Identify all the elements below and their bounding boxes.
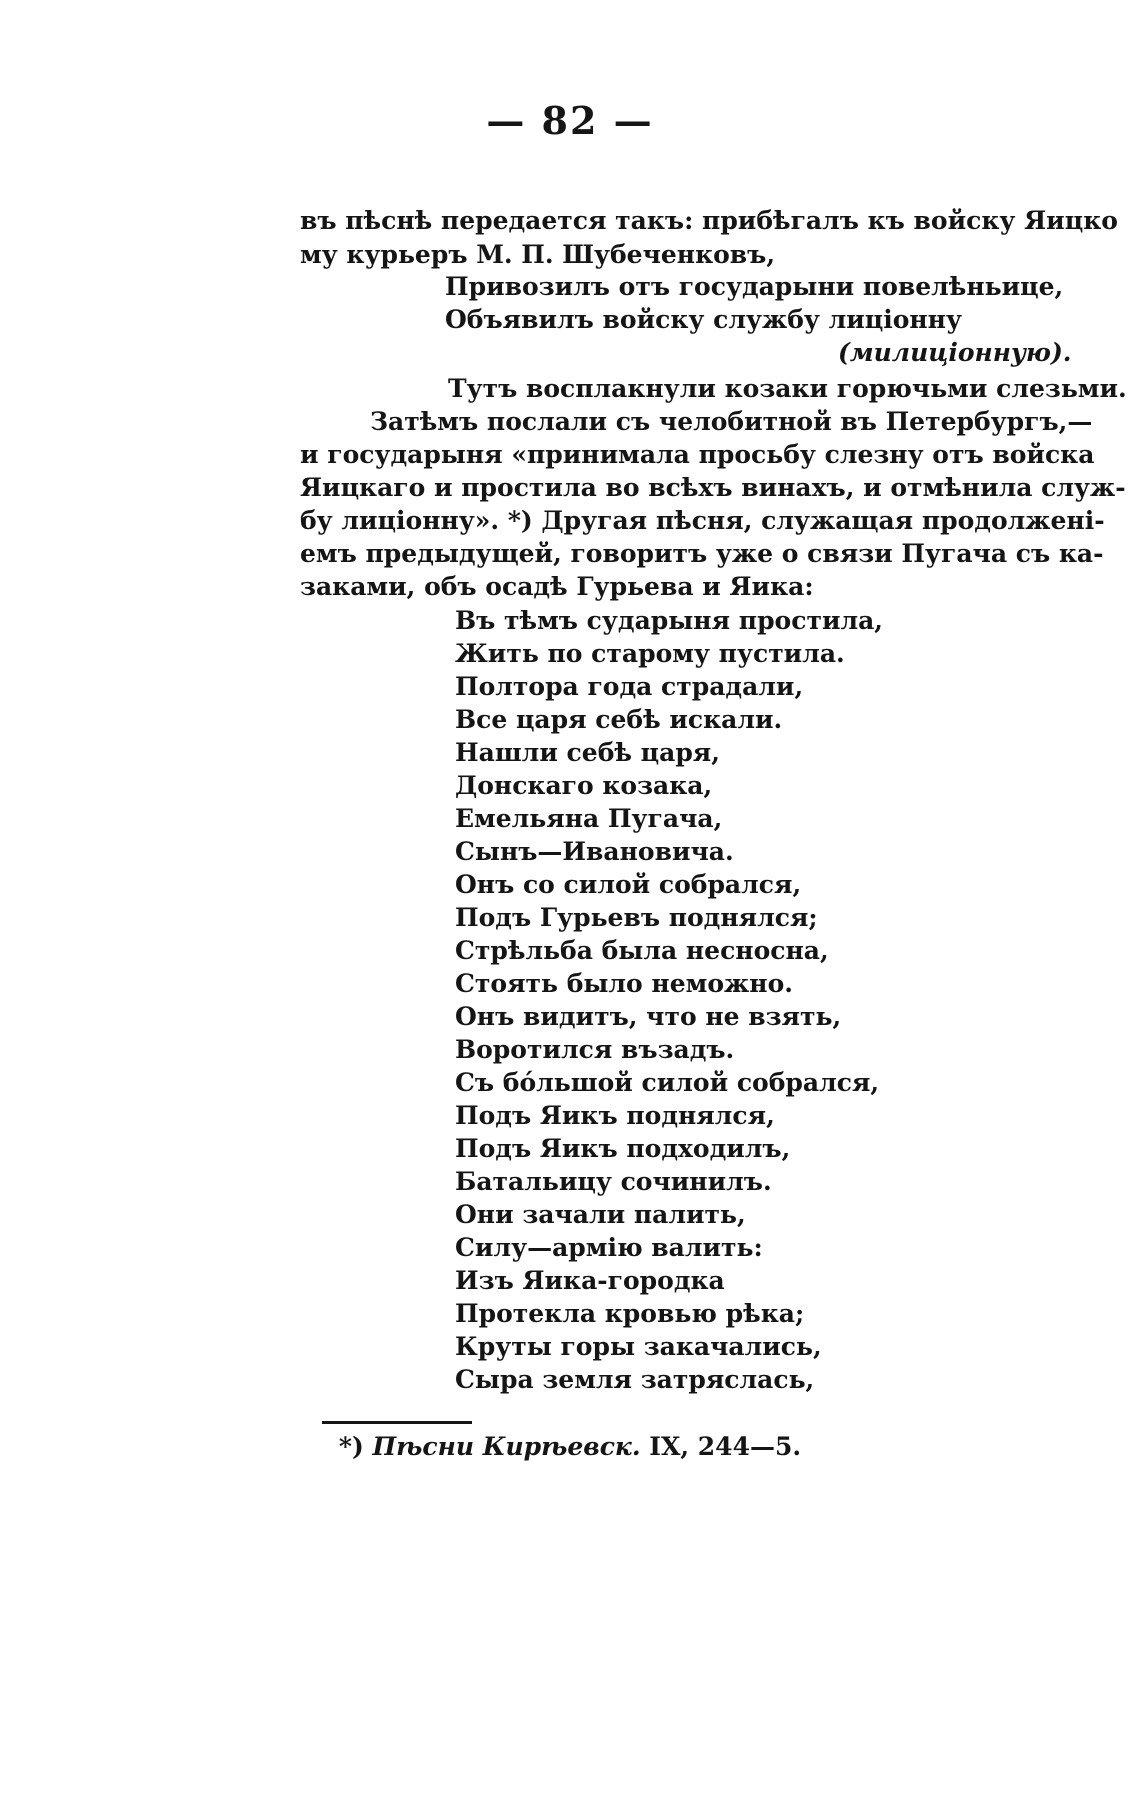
verse-line: Объявилъ войску службу лиціонну bbox=[445, 305, 962, 334]
verse-gloss: (милиціонную). bbox=[838, 338, 1072, 367]
prose-line: Яицкаго и простила во всѣхъ винахъ, и отмѣнила служ- bbox=[300, 473, 1126, 502]
prose-line: му курьеръ М. П. Шубеченковъ, bbox=[300, 240, 776, 269]
verse-line: Тутъ восплакнули козаки горючьми слезьми. bbox=[448, 374, 1127, 403]
prose-line: въ пѣснѣ передается такъ: прибѣгалъ къ войску Яицко bbox=[300, 206, 1118, 235]
first-verse bbox=[445, 270, 1063, 336]
verse-line: Батальицу сочинилъ. bbox=[455, 1167, 772, 1196]
footnote bbox=[0, 1432, 1140, 1461]
verse-line: Онъ со силой собрался, bbox=[455, 870, 802, 899]
second-verse bbox=[455, 604, 883, 1396]
prose-line: и государыня «принимала просьбу слезну отъ войска bbox=[300, 440, 1095, 469]
verse-line: Онъ видитъ, что не взять, bbox=[455, 1002, 842, 1031]
footnote-source: Пѣсни Кирѣевск. bbox=[372, 1432, 641, 1461]
verse-line: Въ тѣмъ сударыня простила, bbox=[455, 606, 884, 635]
footnote-ref: IX, 244—5. bbox=[649, 1432, 802, 1461]
prose-line: Затѣмъ послали съ челобитной въ Петербургъ,— bbox=[370, 407, 1093, 436]
verse-line: Подъ Яикъ поднялся, bbox=[455, 1101, 775, 1130]
verse-line: Протекла кровью рѣка; bbox=[455, 1299, 805, 1328]
verse-line: Донскаго козака, bbox=[455, 771, 713, 800]
footnote-marker: *) bbox=[338, 1432, 364, 1461]
verse-line: Нашли себѣ царя, bbox=[455, 738, 720, 767]
verse-line: Полтора года страдали, bbox=[455, 672, 804, 701]
verse-line: Силу—армiю валить: bbox=[455, 1233, 763, 1262]
verse-line: Емельяна Пугача, bbox=[455, 804, 723, 833]
verse-line: Изъ Яика-городка bbox=[455, 1266, 725, 1295]
page-number: — 82 — bbox=[486, 98, 654, 143]
verse-line: Стрѣльба была несносна, bbox=[455, 936, 829, 965]
prose-line: емъ предыдущей, говоритъ уже о связи Пугача съ ка- bbox=[300, 539, 1104, 568]
verse-line: Съ бóльшой силой собрался, bbox=[455, 1068, 880, 1097]
verse-line: Жить по старому пустила. bbox=[455, 639, 845, 668]
prose-line: бу лиціонну». *) Другая пѣсня, служащая продолженi- bbox=[300, 506, 1105, 535]
verse-line: Стоять было неможно. bbox=[455, 969, 793, 998]
verse-line: Круты горы закачались, bbox=[455, 1332, 822, 1361]
verse-line: Подъ Яикъ подходилъ, bbox=[455, 1134, 791, 1163]
verse-line: Все царя себѣ искали. bbox=[455, 705, 783, 734]
prose-line: заками, объ осадѣ Гурьева и Яика: bbox=[300, 572, 814, 601]
verse-line: Привозилъ отъ государыни повелѣньице, bbox=[445, 272, 1064, 301]
verse-line: Подъ Гурьевъ поднялся; bbox=[455, 903, 818, 932]
footnote-rule bbox=[322, 1421, 472, 1424]
verse-line: Они зачали палить, bbox=[455, 1200, 746, 1229]
verse-line: Воротился възадъ. bbox=[455, 1035, 735, 1064]
verse-line: Сынъ—Ивановича. bbox=[455, 837, 734, 866]
verse-line: Сыра земля затряслась, bbox=[455, 1365, 815, 1394]
